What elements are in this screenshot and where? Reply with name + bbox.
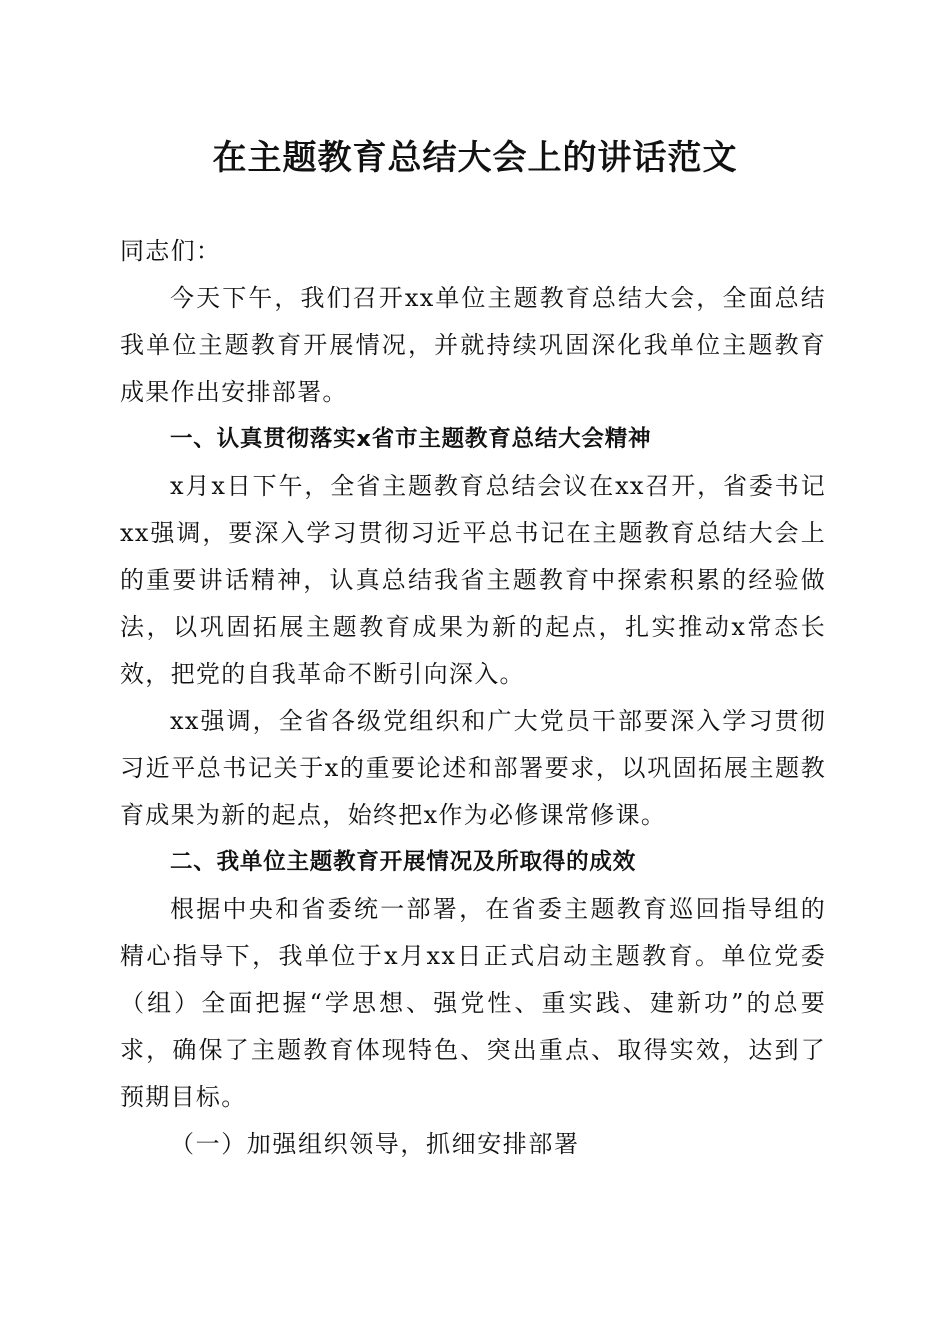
- paragraph-2: xx强调，全省各级党组织和广大党员干部要深入学习贯彻习近平总书记关于x的重要论述和部署要求，以巩固拓展主题教育成果为新的起点，始终把x作为必修课常修课。: [120, 707, 826, 829]
- paragraph-intro: 今天下午，我们召开xx单位主题教育总结大会，全面总结我单位主题教育开展情况，并就持续巩固深化我单位主题教育成果作出安排部署。: [120, 284, 826, 406]
- salutation: 同志们：: [120, 237, 222, 265]
- paragraph-3: 根据中央和省委统一部署，在省委主题教育巡回指导组的精心指导下，我单位于x月xx日正式启动主题教育。单位党委（组）全面把握“学思想、强党性、重实践、建新功”的总要求，确保了主题教育体现特色、突出重点、取得实效，达到了预期目标。: [120, 895, 826, 1111]
- section-heading-2: 二、我单位主题教育开展情况及所取得的成效: [170, 849, 637, 875]
- section-heading-1: 一、认真贯彻落实x省市主题教育总结大会精神: [170, 426, 652, 452]
- paragraph-1: x月x日下午，全省主题教育总结会议在xx召开，省委书记xx强调，要深入学习贯彻习近平总书记在主题教育总结大会上的重要讲话精神，认真总结我省主题教育中探索积累的经验做法，以巩固拓展主题教育成果为新的起点，扎实推动x常态长效，把党的自我革命不断引向深入。: [120, 472, 826, 688]
- document-body: [120, 228, 826, 1168]
- document-title: 在主题教育总结大会上的讲话范文: [212, 138, 738, 178]
- sub-heading-1: （一）加强组织领导，抓细安排部署: [170, 1130, 580, 1158]
